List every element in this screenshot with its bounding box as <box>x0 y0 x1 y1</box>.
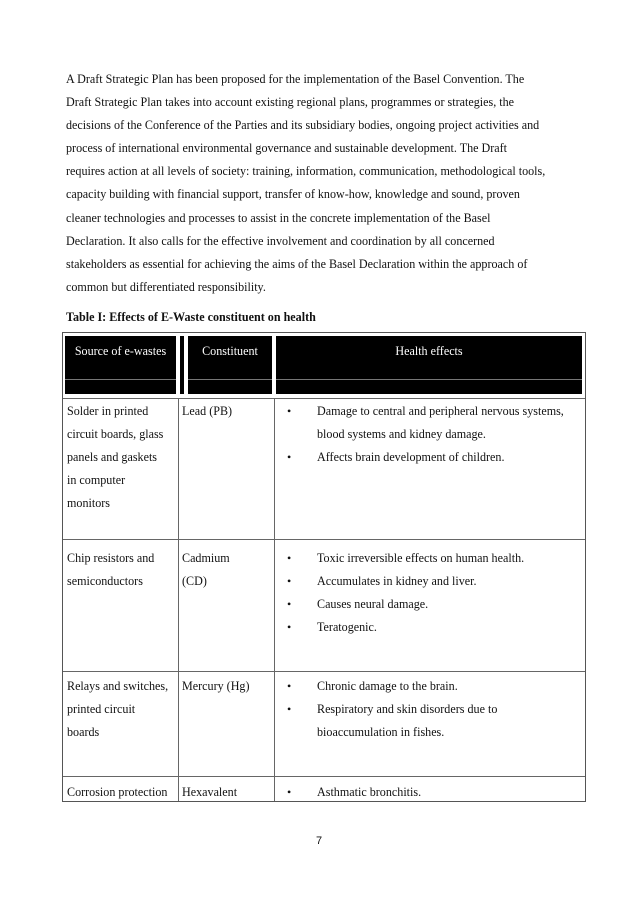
bullet-icon: • <box>287 702 292 717</box>
table-row-effects <box>287 400 564 469</box>
source-line: Relays and switches, <box>67 679 169 693</box>
header-cell-health-effects <box>276 336 582 394</box>
constituent-line: (CD) <box>182 574 207 589</box>
column-divider <box>274 398 275 801</box>
paragraph-line: decisions of the Conference of the Parties and its subsidiary bodies, ongoing project activities and <box>66 118 540 133</box>
header-health-effects-label: Health effects <box>395 344 463 358</box>
paragraph-line: cleaner technologies and processes to assist in the concrete implementation of the Basel <box>66 210 491 225</box>
source-line: Chip resistors and <box>67 551 155 565</box>
body-paragraph <box>66 68 586 299</box>
bullet-icon: • <box>287 679 292 693</box>
row-divider <box>63 539 585 540</box>
source-line: monitors <box>67 496 111 511</box>
effect-line: Accumulates in kidney and liver. <box>317 574 477 589</box>
effect-line: Asthmatic bronchitis. <box>317 785 422 799</box>
effect-line: bioaccumulation in fishes. <box>317 725 445 740</box>
effect-line: Respiratory and skin disorders due to <box>317 702 498 717</box>
bullet-icon: • <box>287 450 292 465</box>
source-line: circuit boards, glass <box>67 427 164 442</box>
header-cell-constituent <box>188 336 272 394</box>
paragraph-line: A Draft Strategic Plan has been proposed for the implementation of the Basel Convention. The <box>66 72 525 86</box>
effect-line: Chronic damage to the brain. <box>317 679 458 693</box>
table-row-source <box>67 400 163 515</box>
row-divider <box>63 776 585 777</box>
list-item <box>287 698 498 744</box>
health-effects-table <box>62 332 586 802</box>
source-line: Corrosion protection <box>67 785 168 799</box>
list-item <box>287 593 524 616</box>
bullet-icon: • <box>287 574 292 589</box>
page-number: 7 <box>315 835 323 847</box>
effect-line: Toxic irreversible effects on human health. <box>317 551 525 565</box>
bullet-icon: • <box>287 785 292 799</box>
table-row-source <box>67 675 168 744</box>
effect-line: Affects brain development of children. <box>317 450 505 465</box>
table-row-constituent <box>182 781 237 804</box>
paragraph-line: Draft Strategic Plan takes into account existing regional plans, programmes or strategies, the <box>66 95 515 110</box>
paragraph-line: Declaration. It also calls for the effective involvement and coordination by all concerned <box>66 233 495 248</box>
bullet-icon: • <box>287 620 292 635</box>
source-line: Solder in printed <box>67 404 149 418</box>
effect-line: Teratogenic. <box>317 620 377 635</box>
effect-line: Causes neural damage. <box>317 597 429 612</box>
list-item <box>287 616 524 639</box>
constituent-line: Lead (PB) <box>182 404 233 418</box>
list-item <box>287 547 525 570</box>
effect-line: Damage to central and peripheral nervous systems, <box>317 404 564 418</box>
bullet-icon: • <box>287 597 292 612</box>
constituent-line: Hexavalent <box>182 785 238 799</box>
bullet-icon: • <box>287 404 292 418</box>
row-divider <box>63 671 585 672</box>
paragraph-line: capacity building with financial support, transfer of know-how, knowledge and sound, proven <box>66 187 520 202</box>
paragraph-line: stakeholders as essential for achieving the aims of the Basel Declaration within the approach of <box>66 256 528 271</box>
constituent-line: Cadmium <box>182 551 230 565</box>
list-item <box>287 781 422 804</box>
list-item <box>287 400 564 446</box>
table-row-constituent <box>182 675 250 698</box>
header-spacer <box>180 336 184 394</box>
header-source-label: Source of e-wastes <box>74 344 167 358</box>
table-caption: Table I: Effects of E-Waste constituent on health <box>66 310 316 324</box>
column-divider <box>178 398 179 801</box>
effect-line: blood systems and kidney damage. <box>317 427 486 442</box>
table-header-row <box>63 333 585 398</box>
source-line: semiconductors <box>67 574 143 589</box>
bullet-icon: • <box>287 551 292 565</box>
source-line: boards <box>67 725 100 740</box>
header-divider <box>188 379 272 380</box>
table-row-constituent <box>182 400 232 423</box>
header-constituent-label: Constituent <box>202 344 258 358</box>
row-divider <box>63 398 585 399</box>
source-line: printed circuit <box>67 702 136 717</box>
paragraph-line: requires action at all levels of society: training, information, communication, methodological tools, <box>66 164 546 179</box>
source-line: panels and gaskets <box>67 450 158 465</box>
source-line: in computer <box>67 473 126 488</box>
constituent-line: Mercury (Hg) <box>182 679 250 693</box>
header-divider <box>276 379 582 380</box>
table-row-effects <box>287 781 422 804</box>
header-cell-source <box>65 336 176 394</box>
header-divider <box>65 379 176 380</box>
list-item <box>287 446 564 469</box>
list-item <box>287 675 497 698</box>
table-row-effects <box>287 675 498 744</box>
list-item <box>287 570 524 593</box>
paragraph-line: process of international environmental governance and sustainable development. The Draft <box>66 141 508 156</box>
table-row-source <box>67 547 154 593</box>
table-row-source <box>67 781 167 804</box>
table-row-constituent <box>182 547 230 593</box>
table-row-effects <box>287 547 525 639</box>
paragraph-line: common but differentiated responsibility. <box>66 279 266 294</box>
